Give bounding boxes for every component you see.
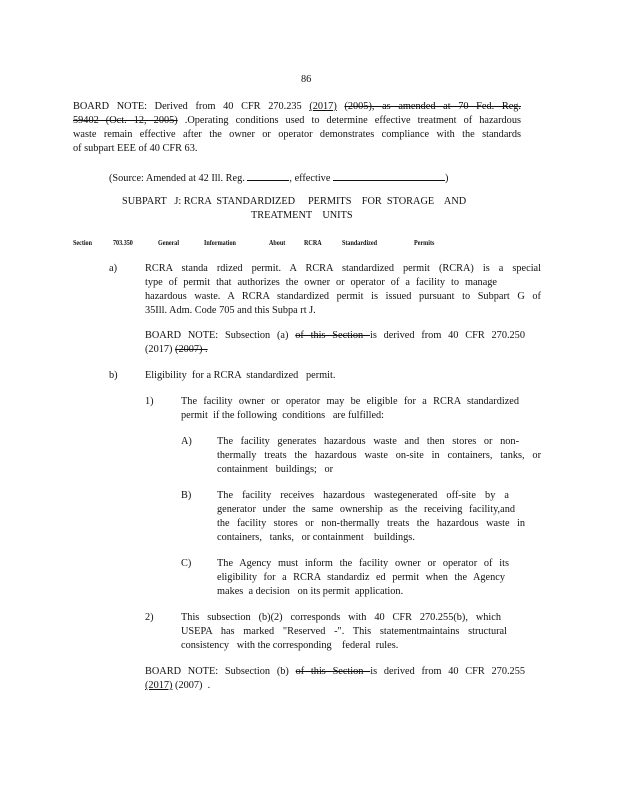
board-note-top-line-2 [73, 115, 521, 127]
section-label: Section [73, 239, 93, 247]
source-suffix: ) [444, 173, 449, 184]
board-note-top-line-3: waste remain effective after the owner or operator demonstrates compliance with the standards [73, 129, 521, 140]
item-A-line-3: containment buildings; or [217, 464, 334, 475]
board-note-text: BOARD NOTE: Subsection (a) [145, 330, 296, 341]
board-note-top-line-4: of subpart EEE of 40 CFR 63. [73, 143, 198, 154]
subsection-b-board-note-line-2 [145, 680, 210, 692]
subsection-b-heading: Eligibility for a RCRA standardized permit. [145, 370, 336, 381]
deleted-text: of this Section [295, 330, 370, 341]
item-B-line-2: generator under the same ownership as the receiving facility,and [217, 504, 515, 515]
paragraph-2-marker: 2) [145, 612, 154, 623]
paragraph-1-marker: 1) [145, 396, 154, 407]
paragraph-2-line-2: USEPA has marked "Reserved -". This statementmaintains structural [181, 626, 507, 637]
source-mid: , effective [289, 173, 331, 184]
item-B-line-4: containers, tanks, or containment buildings. [217, 532, 415, 543]
item-A-marker: A) [181, 436, 192, 447]
inserted-text: (2017) [309, 101, 337, 112]
subsection-a-line-3: hazardous waste. A RCRA standardized permit is issued pursuant to Subpart G of [145, 291, 541, 302]
board-note-text: BOARD NOTE: Subsection (b) [145, 666, 296, 677]
subpart-heading-line-2: TREATMENT UNITS [251, 210, 353, 221]
page-number: 86 [301, 74, 312, 85]
board-note-text: is derived from 40 CFR 270.255 [370, 666, 525, 677]
item-A-line-1: The facility generates hazardous waste and then stores or non- [217, 436, 519, 447]
paragraph-2-line-1: This subsection (b)(2) corresponds with 40 CFR 270.255(b), which [181, 612, 501, 623]
board-note-text: (2007) . [172, 680, 211, 691]
section-title-word: Information [204, 239, 236, 247]
subsection-a-board-note [145, 330, 525, 342]
section-title-word: Standardized [342, 239, 377, 247]
source-blank-effective [333, 170, 445, 181]
board-note-text: (2017) [145, 344, 176, 355]
section-title-word: Permits [414, 239, 435, 247]
subsection-a-line-1: RCRA standa rdized permit. A RCRA standardized permit (RCRA) is a special [145, 263, 541, 274]
section-title-word: RCRA [304, 239, 322, 247]
item-C-line-1: The Agency must inform the facility owner or operator of its [217, 558, 509, 569]
item-A-line-2: thermally treats the hazardous waste on-site in containers, tanks, or [217, 450, 541, 461]
subsection-a-line-2: type of permit that authorizes the owner or operator of a facility to manage [145, 277, 497, 288]
section-title-word: About [269, 239, 286, 247]
source-line [109, 170, 448, 185]
paragraph-2-line-3: consistency with the corresponding federal rules. [181, 640, 399, 651]
section-number: 703.350 [113, 239, 133, 247]
item-C-line-3: makes a decision on its permit application. [217, 586, 404, 597]
board-note-text: BOARD NOTE: Derived from 40 CFR 270.235 [73, 101, 310, 112]
subsection-a-line-4: 35Ill. Adm. Code 705 and this Subpa rt J. [145, 305, 316, 316]
source-blank-register [247, 170, 289, 181]
subsection-b-board-note [145, 666, 525, 678]
subsection-a-board-note-line-2 [145, 344, 208, 356]
item-C-line-2: eligibility for a RCRA standardiz ed permit when the Agency [217, 572, 505, 583]
inserted-text: (2017) [145, 680, 173, 691]
board-note-text: is derived from 40 CFR 270.250 [369, 330, 525, 341]
subsection-a-marker: a) [109, 263, 117, 274]
item-B-line-3: the facility stores or non-thermally treats the hazardous waste in [217, 518, 525, 529]
board-note-text: .Operating conditions used to determine effective treatment of hazardous [184, 115, 521, 126]
item-B-line-1: The facility receives hazardous wastegenerated off-site by a [217, 490, 509, 501]
deleted-text: 59402 (Oct. 12, 2005) [73, 115, 178, 126]
deleted-text: (2005), as amended at 70 Fed. Reg. [344, 101, 521, 112]
deleted-text: (2007) . [175, 344, 208, 355]
subsection-b-marker: b) [109, 370, 118, 381]
board-note-top-line-1 [73, 101, 521, 113]
deleted-text: of this Section [295, 666, 371, 677]
item-B-marker: B) [181, 490, 192, 501]
source-prefix: (Source: Amended at 42 Ill. Reg. [109, 173, 245, 184]
paragraph-1-line-1: The facility owner or operator may be eligible for a RCRA standardized [181, 396, 519, 407]
item-C-marker: C) [181, 558, 192, 569]
paragraph-1-line-2: permit if the following conditions are fulfilled: [181, 410, 385, 421]
section-title-word: General [158, 239, 180, 247]
subpart-heading-line-1: SUBPART J: RCRA STANDARDIZED PERMITS FOR STORAGE AND [122, 196, 467, 207]
